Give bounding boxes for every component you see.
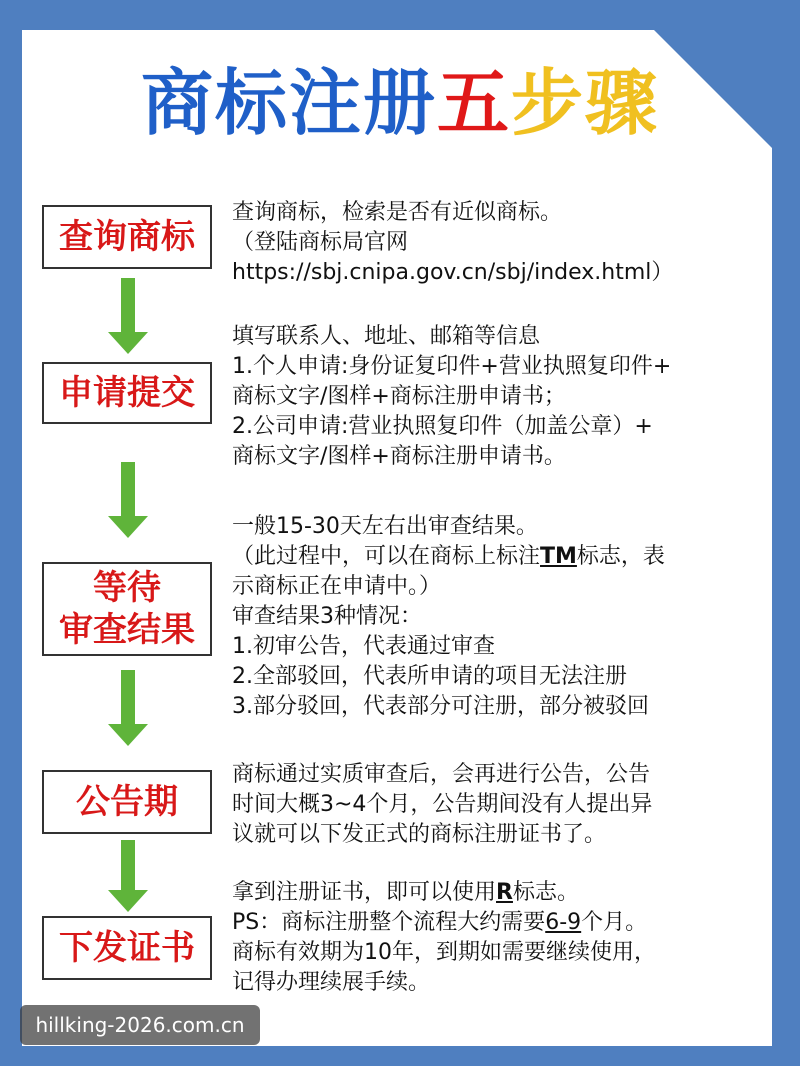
step-1-box (42, 205, 212, 269)
tm-mark: TM (540, 544, 577, 569)
step-3-label-line1: 等待 (93, 568, 161, 608)
step-2-line: 商标文字/图样+商标注册申请书。 (232, 444, 566, 469)
step-4-box (42, 770, 212, 834)
arrow-down-icon (108, 840, 148, 914)
arrow-down-icon (108, 462, 148, 540)
step-5-line (232, 878, 772, 908)
r-mark: R (496, 880, 513, 905)
step-5-line (232, 908, 772, 938)
step-2-line: 2.公司申请:营业执照复印件（加盖公章）+ (232, 414, 653, 439)
step-5-box (42, 916, 212, 980)
step-3-line: 一般15-30天左右出审查结果。 (232, 514, 538, 539)
step-3-text: 标志，表 (576, 544, 665, 569)
duration-mark: 6-9 (545, 910, 582, 935)
step-5-text: 个月。 (581, 910, 648, 935)
step-2-line: 填写联系人、地址、邮箱等信息 (232, 324, 541, 349)
step-1-line: （登陆商标局官网 (232, 230, 409, 255)
step-3-line: 2.全部驳回，代表所申请的项目无法注册 (232, 664, 627, 689)
step-2-label: 申请提交 (59, 373, 195, 413)
title-part-blue: 商标注册 (140, 61, 437, 145)
step-1-line: 查询商标，检索是否有近似商标。 (232, 200, 563, 225)
step-5-text: 拿到注册证书，即可以使用 (232, 880, 497, 905)
step-5-description (232, 878, 772, 998)
arrow-down-icon (108, 670, 148, 748)
step-3-line: 审查结果3种情况： (232, 604, 422, 629)
step-2-line: 1.个人申请:身份证复印件+营业执照复印件+ (232, 354, 672, 379)
step-4-line: 议就可以下发正式的商标注册证书了。 (232, 822, 607, 847)
step-2-line: 商标文字/图样+商标注册申请书； (232, 384, 566, 409)
title-part-red: 五 (436, 61, 511, 145)
step-5-line: 记得办理续展手续。 (232, 970, 431, 995)
watermark: hillking-2026.com.cn (20, 1005, 260, 1045)
step-5-text: 标志。 (512, 880, 579, 905)
step-4-description (232, 760, 772, 850)
arrow-down-icon (108, 278, 148, 356)
step-3-box (42, 562, 212, 656)
step-3-line (232, 542, 772, 572)
step-3-description (232, 512, 772, 722)
step-2-box (42, 362, 212, 424)
step-1-label: 查询商标 (59, 217, 195, 257)
step-3-line: 示商标正在申请中。） (232, 574, 442, 599)
step-3-line: 3.部分驳回，代表部分可注册，部分被驳回 (232, 694, 649, 719)
step-5-line: 商标有效期为10年，到期如需要继续使用， (232, 940, 656, 965)
step-1-url: https://sbj.cnipa.gov.cn/sbj/index.html） (232, 260, 674, 285)
step-5-label: 下发证书 (59, 928, 195, 968)
step-1-description (232, 198, 772, 288)
step-3-text: （此过程中，可以在商标上标注 (232, 544, 541, 569)
step-3-label-line2: 审查结果 (59, 610, 195, 650)
step-2-description (232, 322, 772, 472)
step-4-label: 公告期 (76, 782, 178, 822)
title-part-yellow: 步骤 (511, 61, 660, 145)
step-4-line: 商标通过实质审查后，会再进行公告，公告 (232, 762, 651, 787)
step-4-line: 时间大概3~4个月，公告期间没有人提出异 (232, 792, 653, 817)
page-title (0, 58, 800, 148)
step-3-line: 1.初审公告，代表通过审查 (232, 634, 495, 659)
step-5-text: PS：商标注册整个流程大约需要 (232, 910, 546, 935)
